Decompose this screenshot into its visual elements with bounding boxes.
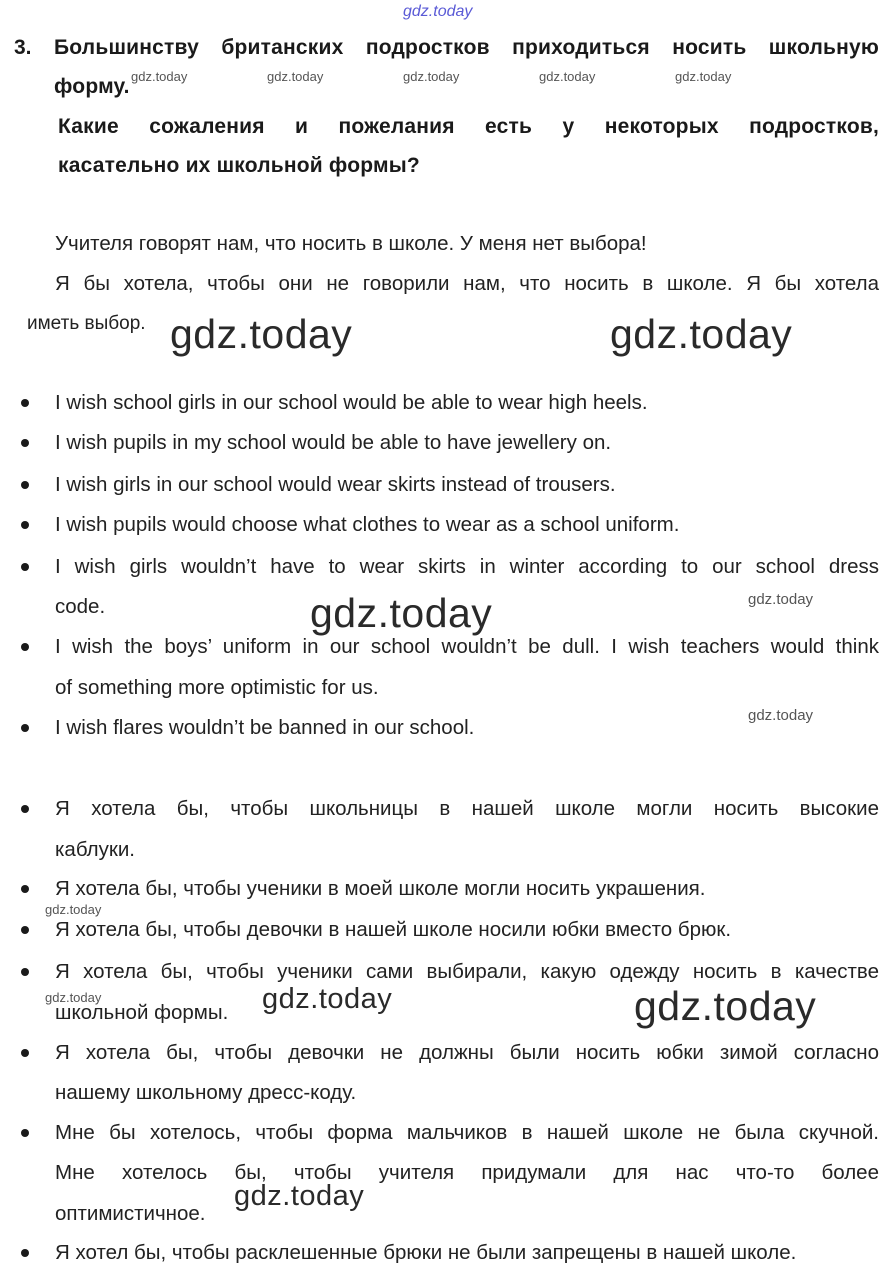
- bullet: [21, 439, 29, 447]
- intro-line-2: Я бы хотела, чтобы они не говорили нам, что носить в школе. Я бы хотела: [55, 272, 879, 295]
- list-item: Мне бы хотелось, чтобы форма мальчиков в нашей школе не была скучной.: [55, 1121, 879, 1144]
- bullet: [21, 926, 29, 934]
- watermark-medium: gdz.today: [262, 983, 393, 1015]
- intro-line-1: Учителя говорят нам, что носить в школе. У меня нет выбора!: [55, 232, 647, 255]
- subquestion-line-2: касательно их школьной формы?: [58, 154, 420, 177]
- question-line-1: Большинству британских подростков приходиться носить школьную: [54, 36, 879, 59]
- watermark-small: gdz.today: [403, 69, 460, 84]
- list-item: I wish pupils would choose what clothes to wear as a school uniform.: [55, 513, 680, 536]
- bullet: [21, 643, 29, 651]
- list-item: Я хотела бы, чтобы девочки не должны были носить юбки зимой согласно: [55, 1041, 879, 1064]
- bullet: [21, 399, 29, 407]
- watermark-small: gdz.today: [131, 69, 188, 84]
- list-item-continuation: школьной формы.: [55, 1001, 229, 1024]
- list-item: I wish girls in our school would wear skirts instead of trousers.: [55, 473, 616, 496]
- watermark-small: gdz.today: [267, 69, 324, 84]
- bullet: [21, 563, 29, 571]
- bullet: [21, 805, 29, 813]
- bullet: [21, 481, 29, 489]
- watermark-large: gdz.today: [170, 311, 353, 357]
- list-item-continuation: of something more optimistic for us.: [55, 676, 379, 699]
- list-item: Я хотела бы, чтобы девочки в нашей школе носили юбки вместо брюк.: [55, 918, 732, 941]
- watermark-small: gdz.today: [45, 990, 102, 1005]
- bullet: [21, 724, 29, 732]
- watermark-large: gdz.today: [310, 590, 493, 636]
- watermark-small: gdz.today: [748, 707, 814, 724]
- watermark-small: gdz.today: [675, 69, 732, 84]
- list-item: I wish the boys’ uniform in our school wouldn’t be dull. I wish teachers would think: [55, 635, 879, 658]
- task-number: 3.: [14, 36, 32, 59]
- list-item: Я хотела бы, чтобы ученики сами выбирали, какую одежду носить в качестве: [55, 960, 879, 983]
- watermark-small: gdz.today: [45, 902, 102, 917]
- watermark-top: gdz.today: [403, 3, 473, 20]
- list-item-continuation: code.: [55, 595, 106, 618]
- bullet: [21, 1129, 29, 1137]
- list-item: Я хотел бы, чтобы расклешенные брюки не были запрещены в нашей школе.: [55, 1241, 797, 1264]
- list-item: I wish flares wouldn’t be banned in our school.: [55, 716, 475, 739]
- list-item-continuation: нашему школьному дресс-коду.: [55, 1081, 357, 1104]
- list-item: I wish girls wouldn’t have to wear skirts in winter according to our school dress: [55, 555, 879, 578]
- watermark-small: gdz.today: [748, 591, 814, 608]
- subquestion-line-1: Какие сожаления и пожелания есть у некоторых подростков,: [58, 115, 879, 138]
- list-item-continuation: оптимистичное.: [55, 1202, 206, 1225]
- watermark-large: gdz.today: [634, 983, 817, 1029]
- question-line-2: форму.: [54, 75, 130, 98]
- list-item: Я хотела бы, чтобы школьницы в нашей школе могли носить высокие: [55, 797, 879, 820]
- list-item: Я хотела бы, чтобы ученики в моей школе могли носить украшения.: [55, 877, 706, 900]
- list-item-continuation: Мне хотелось бы, чтобы учителя придумали для нас что-то более: [55, 1161, 879, 1184]
- watermark-medium: gdz.today: [234, 1180, 365, 1212]
- list-item: I wish pupils in my school would be able to have jewellery on.: [55, 431, 612, 454]
- bullet: [21, 1049, 29, 1057]
- watermark-small: gdz.today: [539, 69, 596, 84]
- bullet: [21, 885, 29, 893]
- bullet: [21, 1249, 29, 1257]
- intro-line-3: иметь выбор.: [27, 313, 146, 334]
- list-item-continuation: каблуки.: [55, 838, 135, 861]
- bullet: [21, 968, 29, 976]
- bullet: [21, 521, 29, 529]
- list-item: I wish school girls in our school would be able to wear high heels.: [55, 391, 648, 414]
- watermark-large: gdz.today: [610, 311, 793, 357]
